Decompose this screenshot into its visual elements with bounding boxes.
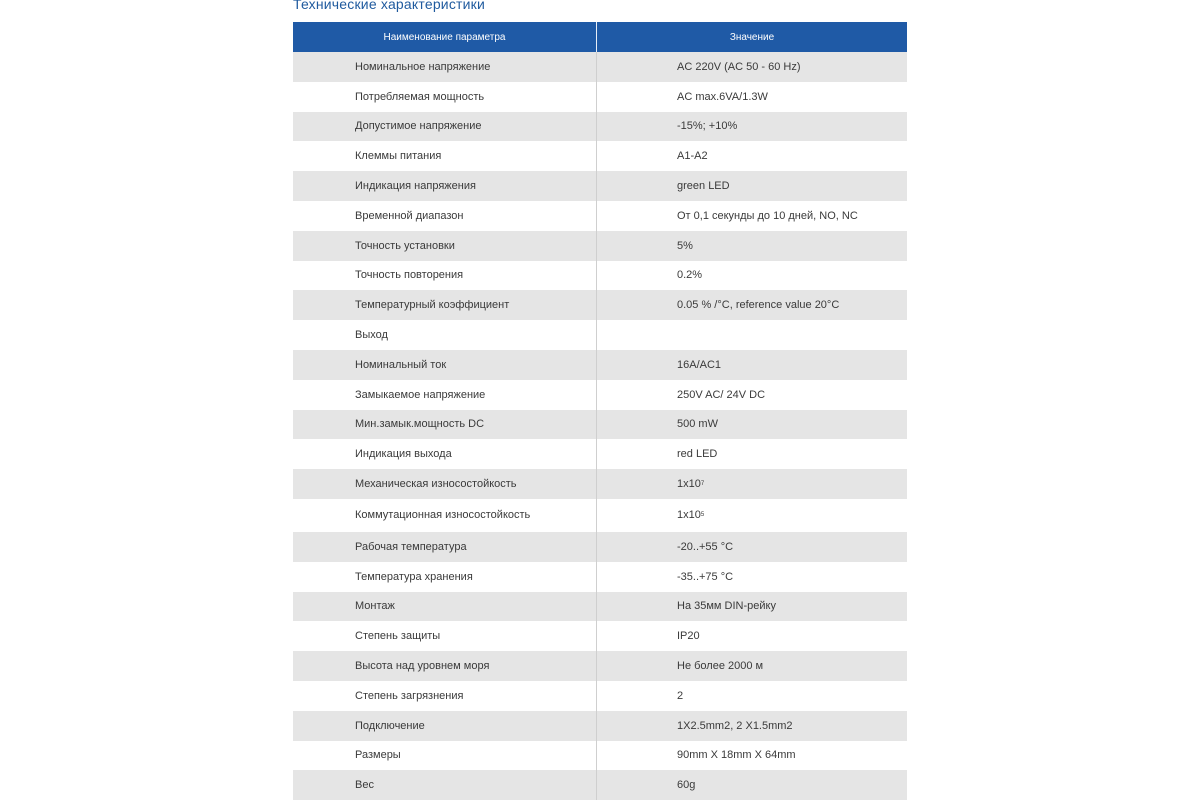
param-cell: Температура хранения (293, 562, 597, 592)
value-cell (597, 320, 907, 350)
value-text: 5% (677, 239, 693, 252)
value-text: -15%; +10% (677, 120, 738, 133)
param-cell: Степень загрязнения (293, 681, 597, 711)
param-cell: Коммутационная износостойкость (293, 499, 597, 532)
value-cell (597, 201, 907, 231)
table-row (293, 201, 907, 231)
table-row (293, 410, 907, 440)
param-cell: Размеры (293, 741, 597, 771)
value-exponent: 7 (700, 481, 705, 488)
value-text: IP20 (677, 630, 700, 643)
value-text: 1x10 (677, 509, 701, 522)
value-cell (597, 651, 907, 681)
header-param: Наименование параметра (293, 22, 597, 52)
table-row (293, 231, 907, 261)
value-text: green LED (677, 180, 730, 193)
param-cell: Вес (293, 770, 597, 800)
param-cell: Допустимое напряжение (293, 112, 597, 142)
table-row (293, 52, 907, 82)
value-cell (597, 290, 907, 320)
value-cell (597, 410, 907, 440)
value-cell (597, 592, 907, 622)
value-cell (597, 532, 907, 562)
table-row (293, 621, 907, 651)
table-row (293, 562, 907, 592)
value-text: AC max.6VA/1.3W (677, 90, 768, 103)
value-cell (597, 350, 907, 380)
param-cell: Рабочая температура (293, 532, 597, 562)
param-cell: Замыкаемое напряжение (293, 380, 597, 410)
param-cell: Подключение (293, 711, 597, 741)
value-text: 90mm X 18mm X 64mm (677, 749, 796, 762)
value-text: 60g (677, 779, 696, 792)
value-cell (597, 439, 907, 469)
value-cell (597, 711, 907, 741)
param-cell: Временной диапазон (293, 201, 597, 231)
section-title: Технические характеристики (293, 0, 486, 12)
param-cell: Точность повторения (293, 261, 597, 291)
value-exponent: 5 (700, 512, 705, 519)
value-cell (597, 681, 907, 711)
table-row (293, 499, 907, 532)
table-row (293, 741, 907, 771)
value-text: 16A/AC1 (677, 358, 722, 371)
value-text: От 0,1 секунды до 10 дней, NO, NC (677, 209, 858, 222)
table-row (293, 261, 907, 291)
table-row (293, 350, 907, 380)
header-value: Значение (729, 31, 775, 43)
value-text: 1X2.5mm2, 2 X1.5mm2 (677, 719, 793, 732)
table-row (293, 439, 907, 469)
value-cell (597, 141, 907, 171)
param-cell: Мин.замык.мощность DC (293, 410, 597, 440)
value-cell (597, 261, 907, 291)
value-cell (597, 741, 907, 771)
table-row (293, 532, 907, 562)
table-body (293, 52, 907, 800)
param-cell: Потребляемая мощность (293, 82, 597, 112)
param-cell: Номинальный ток (293, 350, 597, 380)
param-cell: Монтаж (293, 592, 597, 622)
table-row (293, 380, 907, 410)
param-cell: Высота над уровнем моря (293, 651, 597, 681)
spec-table (293, 22, 907, 800)
table-header (293, 22, 907, 52)
value-text: 2 (677, 689, 684, 702)
table-row (293, 320, 907, 350)
value-text: Не более 2000 м (677, 660, 764, 673)
param-cell: Степень защиты (293, 621, 597, 651)
value-text: 500 mW (677, 418, 718, 431)
value-cell (597, 231, 907, 261)
param-cell: Механическая износостойкость (293, 469, 597, 499)
value-text: 1x10 (677, 478, 701, 491)
value-cell (597, 621, 907, 651)
table-row (293, 711, 907, 741)
param-cell: Индикация напряжения (293, 171, 597, 201)
value-text: red LED (677, 448, 718, 461)
value-cell (597, 112, 907, 142)
value-cell (597, 380, 907, 410)
table-row (293, 171, 907, 201)
value-text: -20..+55 °C (677, 540, 734, 553)
table-row (293, 651, 907, 681)
table-row (293, 82, 907, 112)
value-cell (597, 171, 907, 201)
param-cell: Клеммы питания (293, 141, 597, 171)
value-text: На 35мм DIN-рейку (677, 600, 776, 613)
param-cell: Индикация выхода (293, 439, 597, 469)
table-row (293, 141, 907, 171)
table-row (293, 469, 907, 499)
param-cell: Точность установки (293, 231, 597, 261)
param-cell: Номинальное напряжение (293, 52, 597, 82)
value-cell (597, 82, 907, 112)
value-text: 0.2% (677, 269, 703, 282)
table-row (293, 290, 907, 320)
value-cell (597, 562, 907, 592)
value-cell (597, 469, 907, 499)
table-row (293, 770, 907, 800)
value-text: 250V AC/ 24V DC (677, 388, 766, 401)
value-cell (597, 770, 907, 800)
value-text: 0.05 % /°C, reference value 20°C (677, 299, 840, 312)
table-row (293, 592, 907, 622)
value-text: -35..+75 °C (677, 570, 734, 583)
param-cell: Температурный коэффициент (293, 290, 597, 320)
value-cell (597, 52, 907, 82)
value-text: AC 220V (AC 50 - 60 Hz) (677, 60, 801, 73)
value-cell (597, 499, 907, 532)
table-row (293, 112, 907, 142)
table-row (293, 681, 907, 711)
value-text: A1-A2 (677, 150, 708, 163)
param-cell: Выход (293, 320, 597, 350)
